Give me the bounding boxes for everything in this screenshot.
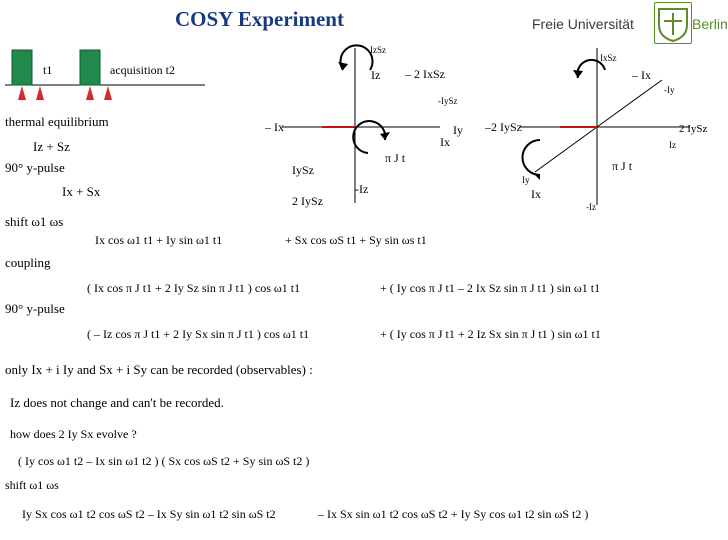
- pulse-90-label: 90° y-pulse: [5, 160, 65, 175]
- right-minus-iz: -Iz: [586, 202, 596, 212]
- product-expression: ( Iy cos ω1 t2 – Ix sin ω1 t2 ) ( Sx cos ωS t2 + Sy sin ωS t2 ): [18, 454, 310, 468]
- question-text: how does 2 Iy Sx evolve ?: [10, 427, 137, 441]
- left-iz-label: Iz: [371, 68, 381, 82]
- right-ix: Ix: [531, 187, 541, 201]
- left-minus-iysz: -IySz: [438, 96, 458, 106]
- ix-plus-sx: Ix + Sx: [62, 184, 101, 199]
- coupling-term-1: ( Ix cos π J t1 + 2 Iy Sz sin π J t1 ) cos ω1 t1: [87, 281, 301, 295]
- final-term-2: – Ix Sx sin ω1 t2 cos ωS t2 + Iy Sy cos ω1 t2 sin ωS t2 ): [318, 507, 589, 521]
- right-iz: Iz: [669, 140, 676, 150]
- left-2ixsz-label: – 2 IxSz: [405, 67, 445, 81]
- left-minus-iz: -Iz: [355, 182, 369, 196]
- logo-city: Berlin: [692, 16, 728, 32]
- coupling-term-2: + ( Iy cos π J t1 – 2 Ix Sz sin π J t1 ) sin ω1 t1: [380, 281, 601, 295]
- left-top-label: IzSz: [370, 45, 386, 55]
- iz-note: Iz does not change and can't be recorded.: [10, 395, 224, 410]
- shift-result-s: + Sx cos ωS t1 + Sy sin ωs t1: [285, 233, 427, 247]
- right-2iysz: 2 IySz: [679, 123, 708, 135]
- shift-label-2: shift ω1 ωs: [5, 478, 59, 492]
- left-pi-jt: π J t: [385, 151, 406, 165]
- coupling-label: coupling: [5, 255, 51, 270]
- left-ix: Ix: [440, 135, 450, 149]
- left-iysz: IySz: [292, 163, 314, 177]
- shift-result-i: Ix cos ω1 t1 + Iy sin ω1 t1: [95, 233, 223, 247]
- right-pi-jt: π J t: [612, 159, 633, 173]
- final-term-1: Iy Sx cos ω1 t2 cos ωS t2 – Ix Sy sin ω1 t2 sin ωS t2: [22, 507, 276, 521]
- t1-label: t1: [43, 63, 53, 77]
- right-iy: Iy: [522, 175, 530, 185]
- logo-text: Freie Universität: [532, 16, 634, 32]
- right-top-label: IxSz: [600, 53, 617, 63]
- left-2iysz: 2 IySz: [292, 194, 323, 208]
- shift-label: shift ω1 ωs: [5, 214, 64, 229]
- thermal-equilibrium-label: thermal equilibrium: [5, 114, 109, 129]
- observables-note: only Ix + i Iy and Sx + i Sy can be recorded (observables) :: [5, 362, 313, 377]
- right-minus-iy: -Iy: [664, 85, 675, 95]
- page-title: COSY Experiment: [175, 7, 344, 31]
- right-minus-2iysz: –2 IySz: [485, 120, 522, 134]
- left-minus-ix: – Ix: [265, 120, 284, 134]
- acquisition-label: acquisition t2: [110, 63, 175, 77]
- pulse-term-2: + ( Iy cos π J t1 + 2 Iz Sx sin π J t1 ) sin ω1 t1: [380, 327, 601, 341]
- pulse-90b-label: 90° y-pulse: [5, 301, 65, 316]
- right-minus-ix: – Ix: [632, 68, 651, 82]
- iz-plus-sz: Iz + Sz: [33, 139, 70, 154]
- pulse-term-1: ( – Iz cos π J t1 + 2 Iy Sx sin π J t1 ) cos ω1 t1: [87, 327, 310, 341]
- left-iy: Iy: [453, 123, 463, 137]
